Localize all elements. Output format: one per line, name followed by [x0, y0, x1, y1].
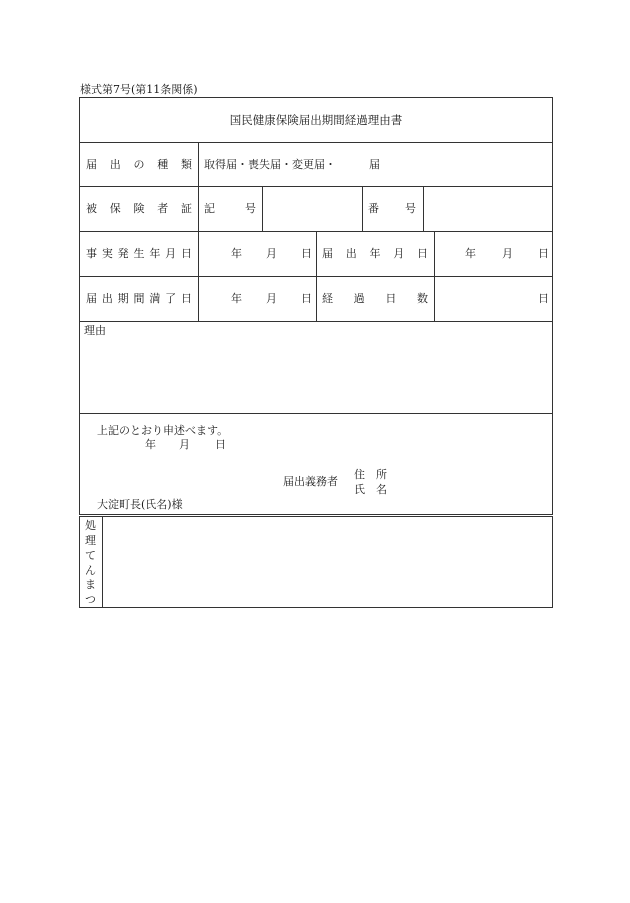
- reason-field[interactable]: [80, 338, 552, 412]
- declaration-year: 年: [145, 438, 156, 451]
- notification-type-value: 取得届・喪失届・変更届・ 届: [204, 158, 380, 171]
- reason-label: 理由: [84, 324, 106, 337]
- insured-card-label: 被 保 険 者 証: [86, 202, 192, 215]
- address-label: 住 所: [354, 468, 387, 481]
- event-date-month: 月: [266, 247, 277, 260]
- number-label: 番 号: [368, 202, 416, 215]
- processing-field[interactable]: [103, 517, 552, 607]
- name-label: 氏 名: [354, 483, 387, 496]
- deadline-label: 届 出 期 間 満 了 日: [86, 292, 192, 305]
- column-divider: [316, 231, 317, 321]
- symbol-label: 記 号: [204, 202, 256, 215]
- column-divider: [198, 142, 199, 321]
- report-date-year: 年: [465, 247, 476, 260]
- column-divider: [434, 231, 435, 321]
- event-date-label: 事 実 発 生 年 月 日: [86, 247, 192, 260]
- column-divider: [362, 186, 363, 231]
- deadline-year: 年: [231, 292, 242, 305]
- deadline-day: 日: [301, 292, 312, 305]
- declaration-month: 月: [179, 438, 190, 451]
- report-date-month: 月: [502, 247, 513, 260]
- declaration-statement: 上記のとおり申述べます。: [97, 424, 229, 437]
- form-number-label: 様式第7号(第11条関係): [80, 83, 198, 96]
- row-divider: [79, 413, 553, 414]
- number-field[interactable]: [424, 187, 552, 230]
- processing-label: 処 理 て ん ま つ: [85, 519, 96, 607]
- deadline-month: 月: [266, 292, 277, 305]
- elapsed-days-unit: 日: [538, 292, 549, 305]
- addressee: 大淀町長(氏名)様: [97, 498, 183, 511]
- form-title: 国民健康保険届出期間経過理由書: [229, 113, 403, 127]
- declaration-day: 日: [215, 438, 226, 451]
- report-date-label: 届 出 年 月 日: [322, 247, 428, 260]
- report-date-day: 日: [538, 247, 549, 260]
- row-divider: [79, 142, 553, 143]
- obligor-label: 届出義務者: [283, 475, 338, 488]
- row-divider: [79, 321, 553, 322]
- notification-type-label: 届 出 の 種 類: [86, 158, 192, 171]
- event-date-day: 日: [301, 247, 312, 260]
- elapsed-days-label: 経 過 日 数: [322, 292, 428, 305]
- event-date-year: 年: [231, 247, 242, 260]
- symbol-field[interactable]: [263, 187, 361, 230]
